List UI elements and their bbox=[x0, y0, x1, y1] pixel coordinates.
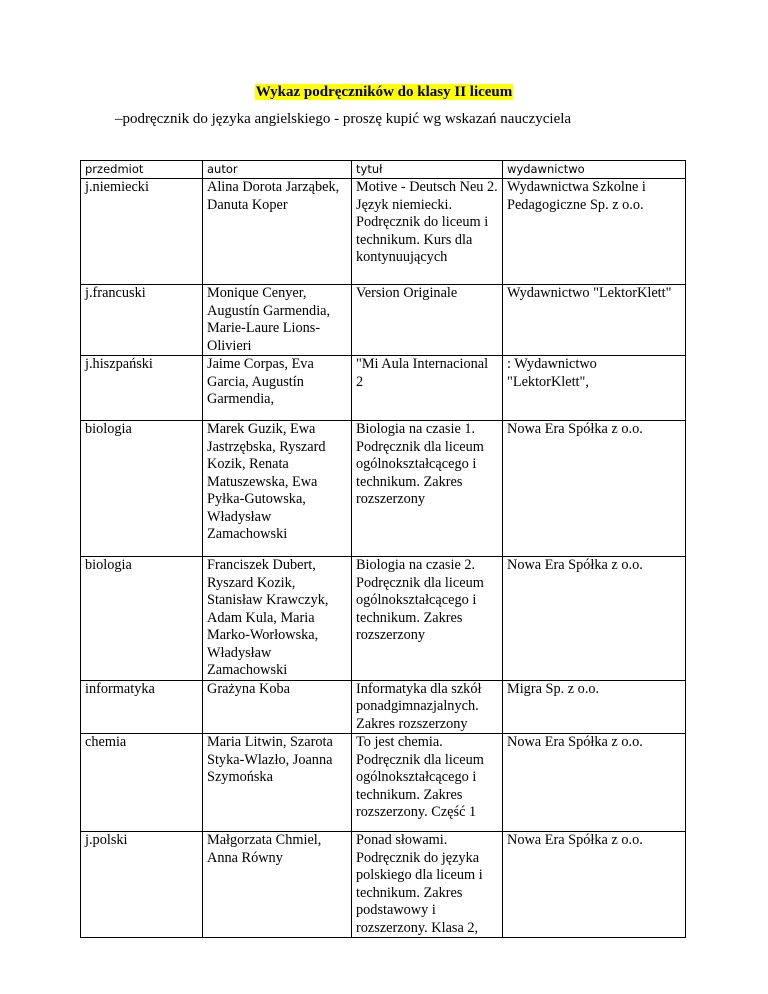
cell-author: Marek Guzik, Ewa Jastrzębska, Ryszard Kozik, Renata Matuszewska, Ewa Pyłka-Gutowska, Władysław Zamachowski bbox=[203, 421, 352, 557]
cell-publisher: Nowa Era Spółka z o.o. bbox=[503, 421, 686, 557]
cell-title: Ponad słowami. Podręcznik do języka polskiego dla liceum i technikum. Zakres podstawowy i rozszerzony. Klasa 2, bbox=[352, 832, 503, 938]
cell-author: Maria Litwin, Szarota Styka-Wlazło, Joanna Szymońska bbox=[203, 734, 352, 832]
table-row bbox=[81, 680, 686, 734]
table-row bbox=[81, 557, 686, 681]
subtitle-note: –podręcznik do języka angielskiego - proszę kupić wg wskazań nauczyciela bbox=[115, 111, 572, 127]
cell-publisher: : Wydawnictwo "LektorKlett", bbox=[503, 356, 686, 421]
cell-title: Biologia na czasie 2. Podręcznik dla liceum ogólnokształcącego i technikum. Zakres rozszerzony bbox=[352, 557, 503, 681]
header-subject: przedmiot bbox=[81, 161, 203, 179]
cell-subject: chemia bbox=[81, 734, 203, 832]
cell-author: Małgorzata Chmiel, Anna Równy bbox=[203, 832, 352, 938]
header-publisher: wydawnictwo bbox=[503, 161, 686, 179]
cell-publisher: Migra Sp. z o.o. bbox=[503, 680, 686, 734]
cell-subject: biologia bbox=[81, 421, 203, 557]
header-author: autor bbox=[203, 161, 352, 179]
cell-author: Alina Dorota Jarząbek, Danuta Koper bbox=[203, 179, 352, 285]
table-row bbox=[81, 421, 686, 557]
cell-title: Version Originale bbox=[352, 285, 503, 356]
cell-publisher: Nowa Era Spółka z o.o. bbox=[503, 832, 686, 938]
cell-title: "Mi Aula Internacional 2 bbox=[352, 356, 503, 421]
cell-subject: j.polski bbox=[81, 832, 203, 938]
table-row bbox=[81, 734, 686, 832]
header-title: tytuł bbox=[352, 161, 503, 179]
cell-subject: j.francuski bbox=[81, 285, 203, 356]
cell-title: Informatyka dla szkół ponadgimnazjalnych. Zakres rozszerzony bbox=[352, 680, 503, 734]
cell-publisher: Wydawnictwa Szkolne i Pedagogiczne Sp. z o.o. bbox=[503, 179, 686, 285]
table-row bbox=[81, 832, 686, 938]
cell-subject: j.niemiecki bbox=[81, 179, 203, 285]
cell-author: Franciszek Dubert, Ryszard Kozik, Stanisław Krawczyk, Adam Kula, Maria Marko-Worłowska, Władysław Zamachowski bbox=[203, 557, 352, 681]
cell-author: Monique Cenyer, Augustín Garmendia, Marie-Laure Lions-Olivieri bbox=[203, 285, 352, 356]
table-row bbox=[81, 179, 686, 285]
textbook-table bbox=[80, 160, 686, 938]
cell-publisher: Nowa Era Spółka z o.o. bbox=[503, 734, 686, 832]
cell-subject: informatyka bbox=[81, 680, 203, 734]
cell-author: Jaime Corpas, Eva Garcia, Augustín Garmendia, bbox=[203, 356, 352, 421]
cell-publisher: Wydawnictwo "LektorKlett" bbox=[503, 285, 686, 356]
cell-subject: biologia bbox=[81, 557, 203, 681]
cell-author: Grażyna Koba bbox=[203, 680, 352, 734]
cell-title: Biologia na czasie 1. Podręcznik dla liceum ogólnokształcącego i technikum. Zakres rozszerzony bbox=[352, 421, 503, 557]
cell-title: To jest chemia. Podręcznik dla liceum ogólnokształcącego i technikum. Zakres rozszerzony. Część 1 bbox=[352, 734, 503, 832]
table-row bbox=[81, 356, 686, 421]
table-header-row bbox=[81, 161, 686, 179]
cell-publisher: Nowa Era Spółka z o.o. bbox=[503, 557, 686, 681]
cell-title: Motive - Deutsch Neu 2. Język niemiecki. Podręcznik do liceum i technikum. Kurs dla kontynuujących bbox=[352, 179, 503, 285]
table-row bbox=[81, 285, 686, 356]
cell-subject: j.hiszpański bbox=[81, 356, 203, 421]
page-title: Wykaz podręczników do klasy II liceum bbox=[255, 84, 513, 100]
